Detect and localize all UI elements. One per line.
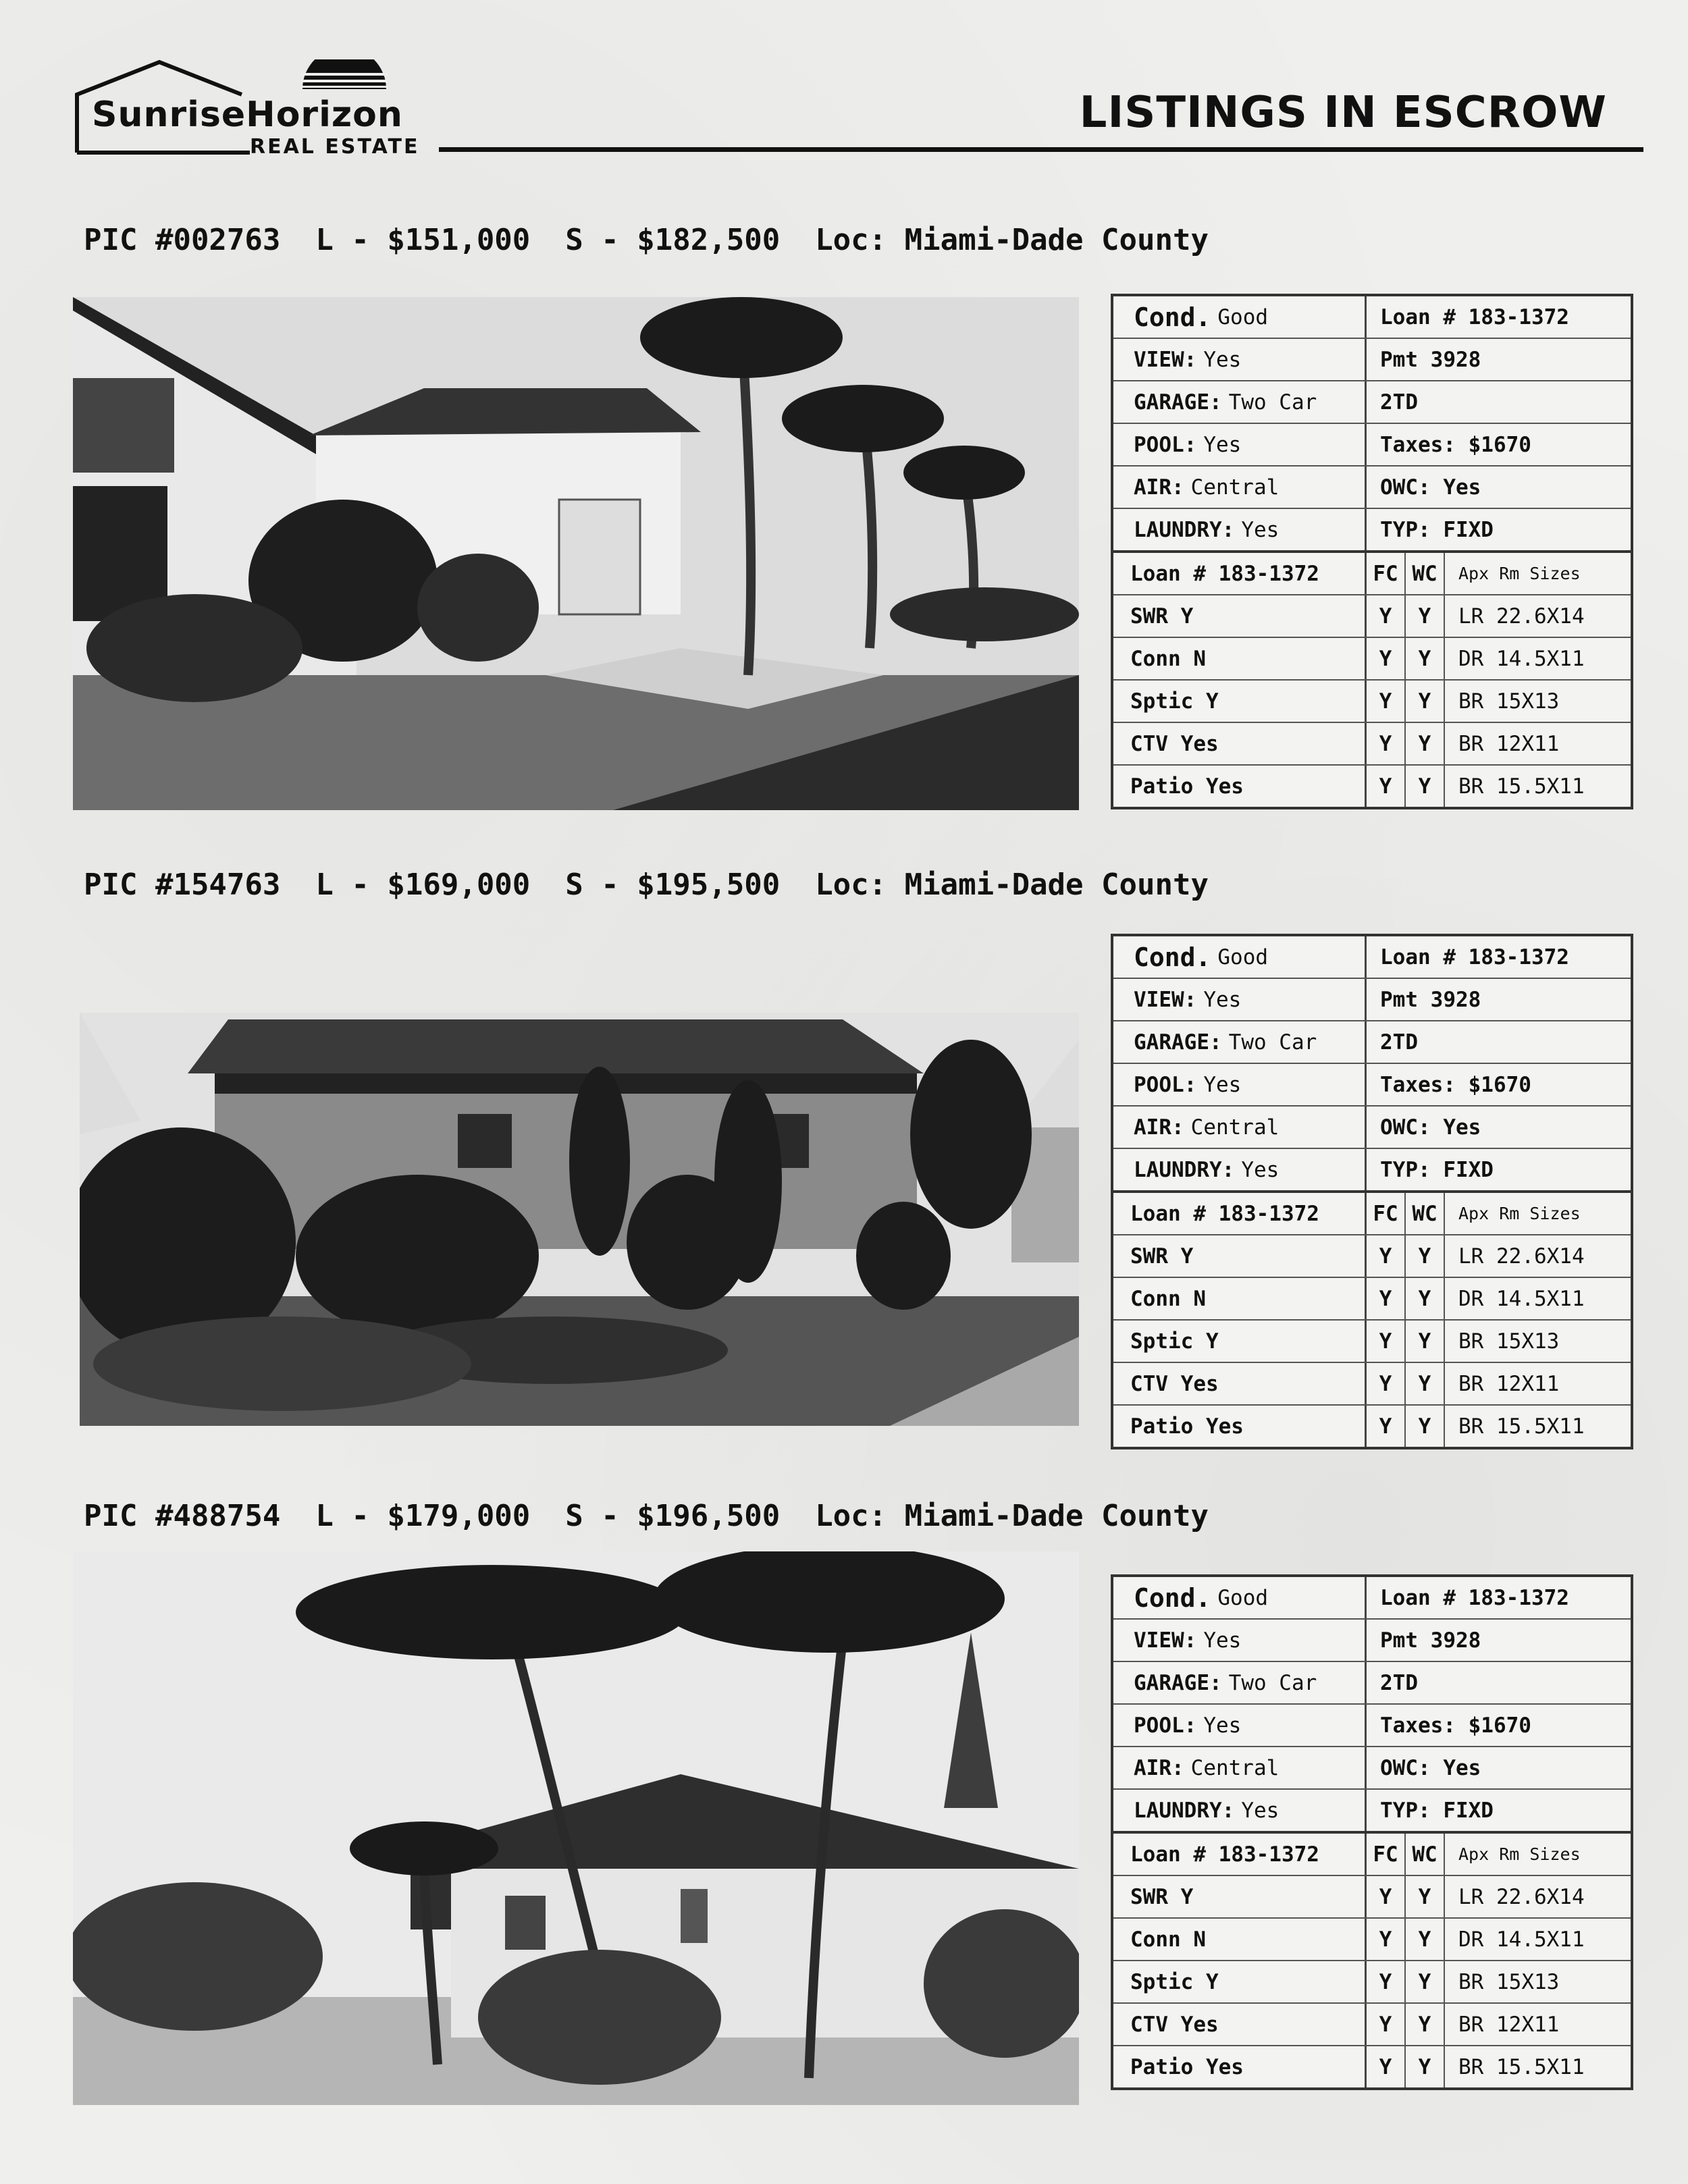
- laundry-value: Yes: [1241, 1157, 1280, 1182]
- garage-value: Two Car: [1228, 1670, 1317, 1695]
- feature-cell: SWR Y: [1113, 1235, 1367, 1277]
- fc-header: FC: [1367, 553, 1406, 594]
- feature-cell: CTV Yes: [1113, 723, 1367, 764]
- feature-cell: Patio Yes: [1113, 766, 1367, 807]
- garage-value: Two Car: [1228, 390, 1317, 415]
- room-sizes-header: Apx Rm Sizes: [1458, 1204, 1581, 1223]
- view-label: VIEW:: [1134, 1628, 1197, 1653]
- fc-cell: Y: [1367, 1961, 1406, 2002]
- loan-type: TYP: FIXD: [1380, 1157, 1494, 1182]
- fc-cell: Y: [1367, 1235, 1406, 1277]
- room-size-cell: BR 12X11: [1458, 731, 1560, 756]
- details-table: [1111, 934, 1633, 1449]
- room-size-cell: BR 15.5X11: [1458, 2054, 1585, 2079]
- room-rows: [1113, 1876, 1631, 2087]
- room-sizes-header: Apx Rm Sizes: [1458, 1844, 1581, 1864]
- feature-cell: SWR Y: [1113, 1876, 1367, 1917]
- table-row: [1113, 1406, 1631, 1447]
- pic-number: PIC #154763: [84, 868, 281, 902]
- pool-value: Yes: [1203, 432, 1242, 457]
- wc-cell: Y: [1406, 1961, 1445, 2002]
- view-value: Yes: [1203, 347, 1242, 372]
- fc-header: FC: [1367, 1834, 1406, 1875]
- loan-type: TYP: FIXD: [1380, 517, 1494, 542]
- pool-value: Yes: [1203, 1713, 1242, 1738]
- room-size-cell: DR 14.5X11: [1458, 1927, 1585, 1952]
- page-title: LISTINGS IN ESCROW: [1079, 88, 1607, 138]
- air-value: Central: [1190, 1755, 1280, 1780]
- room-rows: [1113, 1235, 1631, 1447]
- fc-cell: Y: [1367, 1876, 1406, 1917]
- table-row: [1113, 1919, 1631, 1961]
- wc-cell: Y: [1406, 1406, 1445, 1447]
- table-row: [1113, 595, 1631, 638]
- feature-cell: Conn N: [1113, 638, 1367, 679]
- owner-will-carry: OWC: Yes: [1380, 1755, 1481, 1780]
- wc-cell: Y: [1406, 681, 1445, 722]
- feature-cell: CTV Yes: [1113, 2004, 1367, 2045]
- table-row: [1113, 723, 1631, 766]
- wc-cell: Y: [1406, 2004, 1445, 2045]
- fc-cell: Y: [1367, 681, 1406, 722]
- table-row: [1113, 1876, 1631, 1919]
- room-size-cell: BR 15X13: [1458, 689, 1560, 714]
- laundry-label: LAUNDRY:: [1134, 1798, 1235, 1823]
- wc-cell: Y: [1406, 638, 1445, 679]
- view-value: Yes: [1203, 1628, 1242, 1653]
- list-price: L - $169,000: [315, 868, 531, 902]
- loan-type: TYP: FIXD: [1380, 1798, 1494, 1823]
- trust-deed: 2TD: [1380, 1030, 1418, 1055]
- laundry-value: Yes: [1241, 1798, 1280, 1823]
- feature-cell: Patio Yes: [1113, 1406, 1367, 1447]
- payment: Pmt 3928: [1380, 987, 1481, 1012]
- owner-will-carry: OWC: Yes: [1380, 1115, 1481, 1140]
- company-logo: [73, 59, 424, 161]
- room-size-cell: BR 15.5X11: [1458, 774, 1585, 799]
- pic-number: PIC #488754: [84, 1499, 281, 1533]
- wc-cell: Y: [1406, 766, 1445, 807]
- fc-header: FC: [1367, 1193, 1406, 1234]
- fc-cell: Y: [1367, 1321, 1406, 1362]
- list-price: L - $151,000: [315, 223, 531, 257]
- wc-cell: Y: [1406, 1919, 1445, 1960]
- payment: Pmt 3928: [1380, 1628, 1481, 1653]
- wc-cell: Y: [1406, 1278, 1445, 1319]
- sale-price: S - $196,500: [565, 1499, 781, 1533]
- wc-cell: Y: [1406, 723, 1445, 764]
- location: Loc: Miami-Dade County: [815, 868, 1209, 902]
- table-row: [1113, 766, 1631, 807]
- room-size-cell: DR 14.5X11: [1458, 646, 1585, 671]
- cond-label: Cond.: [1134, 942, 1211, 972]
- fc-cell: Y: [1367, 723, 1406, 764]
- view-value: Yes: [1203, 987, 1242, 1012]
- wc-cell: Y: [1406, 595, 1445, 637]
- sale-price: S - $182,500: [565, 223, 781, 257]
- room-size-cell: BR 15.5X11: [1458, 1414, 1585, 1439]
- view-label: VIEW:: [1134, 347, 1197, 372]
- cond-label: Cond.: [1134, 1582, 1211, 1613]
- wc-cell: Y: [1406, 1235, 1445, 1277]
- cond-value: Good: [1217, 304, 1269, 329]
- fc-cell: Y: [1367, 1919, 1406, 1960]
- pool-label: POOL:: [1134, 432, 1197, 457]
- laundry-label: LAUNDRY:: [1134, 517, 1235, 542]
- taxes: Taxes: $1670: [1380, 1713, 1531, 1738]
- pool-label: POOL:: [1134, 1713, 1197, 1738]
- room-size-cell: BR 12X11: [1458, 2012, 1560, 2037]
- taxes: Taxes: $1670: [1380, 432, 1531, 457]
- air-label: AIR:: [1134, 1755, 1184, 1780]
- room-size-cell: BR 15X13: [1458, 1329, 1560, 1354]
- payment: Pmt 3928: [1380, 347, 1481, 372]
- fc-cell: Y: [1367, 1363, 1406, 1404]
- air-label: AIR:: [1134, 475, 1184, 500]
- table-row: [1113, 2046, 1631, 2087]
- table-row: [1113, 1321, 1631, 1363]
- garage-label: GARAGE:: [1134, 1670, 1222, 1695]
- wc-cell: Y: [1406, 1321, 1445, 1362]
- logo-subtitle: REAL ESTATE: [250, 135, 420, 159]
- table-row: [1113, 681, 1631, 723]
- tropical-house-photo: [73, 1551, 1079, 2105]
- laundry-label: LAUNDRY:: [1134, 1157, 1235, 1182]
- feature-cell: Patio Yes: [1113, 2046, 1367, 2087]
- fc-cell: Y: [1367, 766, 1406, 807]
- garage-label: GARAGE:: [1134, 1030, 1222, 1055]
- pool-value: Yes: [1203, 1072, 1242, 1097]
- feature-cell: Conn N: [1113, 1919, 1367, 1960]
- fc-cell: Y: [1367, 2046, 1406, 2087]
- room-size-cell: LR 22.6X14: [1458, 604, 1585, 629]
- table-row: [1113, 2004, 1631, 2046]
- feature-cell: Sptic Y: [1113, 1961, 1367, 2002]
- air-label: AIR:: [1134, 1115, 1184, 1140]
- wc-header: WC: [1406, 553, 1445, 594]
- wc-cell: Y: [1406, 1876, 1445, 1917]
- fc-cell: Y: [1367, 595, 1406, 637]
- table-row: [1113, 1363, 1631, 1406]
- trust-deed: 2TD: [1380, 390, 1418, 415]
- details-table: [1111, 294, 1633, 809]
- fc-cell: Y: [1367, 1278, 1406, 1319]
- room-size-cell: BR 15X13: [1458, 1969, 1560, 1994]
- brick-ranch-house-photo: [80, 1013, 1079, 1426]
- feature-cell: SWR Y: [1113, 595, 1367, 637]
- loan-number: Loan # 183-1372: [1380, 944, 1569, 969]
- laundry-value: Yes: [1241, 517, 1280, 542]
- cond-label: Cond.: [1134, 302, 1211, 332]
- feature-cell: Conn N: [1113, 1278, 1367, 1319]
- garage-label: GARAGE:: [1134, 390, 1222, 415]
- air-value: Central: [1190, 1115, 1280, 1140]
- listing-headline: [84, 223, 1244, 257]
- trust-deed: 2TD: [1380, 1670, 1418, 1695]
- view-label: VIEW:: [1134, 987, 1197, 1012]
- room-size-cell: LR 22.6X14: [1458, 1884, 1585, 1909]
- fc-cell: Y: [1367, 638, 1406, 679]
- room-rows: [1113, 595, 1631, 807]
- table-row: [1113, 1961, 1631, 2004]
- location: Loc: Miami-Dade County: [815, 223, 1209, 257]
- sale-price: S - $195,500: [565, 868, 781, 902]
- listing-headline: [84, 868, 1244, 902]
- room-sizes-header: Apx Rm Sizes: [1458, 564, 1581, 583]
- cond-value: Good: [1217, 1585, 1269, 1610]
- loan-number-secondary: Loan # 183-1372: [1113, 1193, 1367, 1234]
- loan-number: Loan # 183-1372: [1380, 1585, 1569, 1610]
- pic-number: PIC #002763: [84, 223, 281, 257]
- house-with-palms-photo: [73, 297, 1079, 810]
- room-size-cell: BR 12X11: [1458, 1371, 1560, 1396]
- fc-cell: Y: [1367, 2004, 1406, 2045]
- wc-header: WC: [1406, 1193, 1445, 1234]
- owner-will-carry: OWC: Yes: [1380, 475, 1481, 500]
- list-price: L - $179,000: [315, 1499, 531, 1533]
- room-size-cell: LR 22.6X14: [1458, 1244, 1585, 1269]
- table-row: [1113, 1278, 1631, 1321]
- cond-value: Good: [1217, 944, 1269, 969]
- room-size-cell: DR 14.5X11: [1458, 1286, 1585, 1311]
- wc-cell: Y: [1406, 1363, 1445, 1404]
- taxes: Taxes: $1670: [1380, 1072, 1531, 1097]
- loan-number-secondary: Loan # 183-1372: [1113, 1834, 1367, 1875]
- details-table: [1111, 1574, 1633, 2090]
- wc-cell: Y: [1406, 2046, 1445, 2087]
- fc-cell: Y: [1367, 1406, 1406, 1447]
- location: Loc: Miami-Dade County: [815, 1499, 1209, 1533]
- garage-value: Two Car: [1228, 1030, 1317, 1055]
- pool-label: POOL:: [1134, 1072, 1197, 1097]
- logo-wordmark: SunriseHorizon: [92, 95, 403, 135]
- title-rule: [439, 147, 1643, 152]
- wc-header: WC: [1406, 1834, 1445, 1875]
- feature-cell: Sptic Y: [1113, 1321, 1367, 1362]
- loan-number-secondary: Loan # 183-1372: [1113, 553, 1367, 594]
- table-row: [1113, 638, 1631, 681]
- feature-cell: CTV Yes: [1113, 1363, 1367, 1404]
- feature-cell: Sptic Y: [1113, 681, 1367, 722]
- air-value: Central: [1190, 475, 1280, 500]
- listing-headline: [84, 1499, 1244, 1533]
- loan-number: Loan # 183-1372: [1380, 304, 1569, 329]
- table-row: [1113, 1235, 1631, 1278]
